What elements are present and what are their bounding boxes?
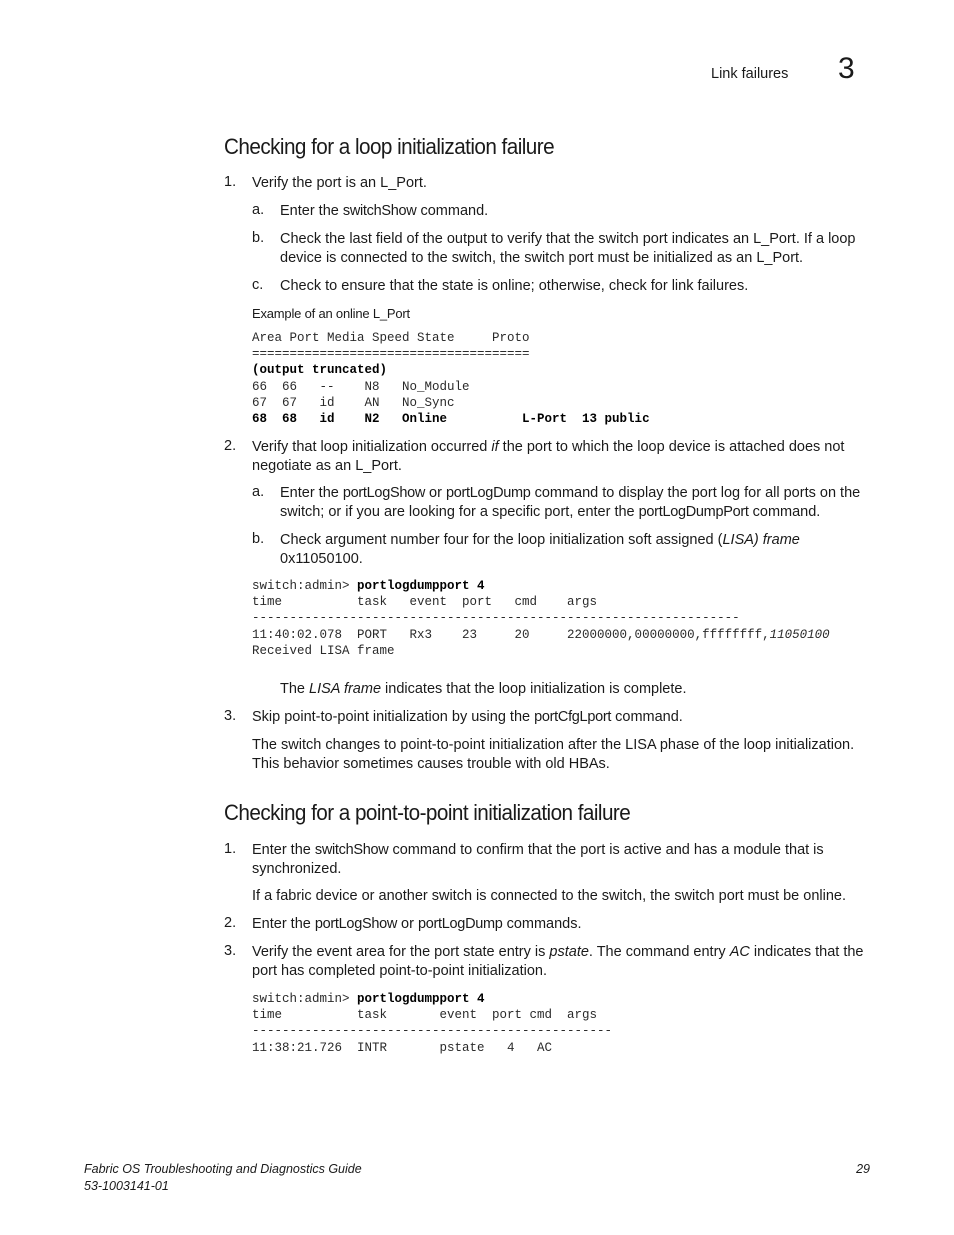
step-number: 2. (224, 438, 237, 454)
command-name: switchShow (342, 203, 417, 219)
substep-a: Enter the portLogShow or portLogDump command to display the port log for all ports on the switch; or if you are looking for a specific port, enter the portLogDumpPort command. (280, 485, 861, 520)
substep-b: Check the last field of the output to verify that the switch port indicates an L_Port. If a loop device is connected to the switch, the switch port must be initialized as an L_Port. (280, 231, 856, 266)
footer-title: Fabric OS Troubleshooting and Diagnostics Guide (84, 1162, 362, 1176)
substep-letter: b. (252, 230, 265, 246)
running-header-section: Link failures (711, 66, 789, 82)
section-heading-loop-init: Checking for a loop initialization failure (224, 134, 555, 159)
substep-a: Enter the switchShow command. (280, 203, 489, 219)
step-number: 2. (224, 915, 237, 931)
substep-letter: c. (252, 277, 264, 293)
section-heading-p2p-init: Checking for a point-to-point initialization failure (224, 800, 631, 825)
substep-c: Check to ensure that the state is online; otherwise, check for link failures. (280, 278, 749, 294)
paragraph: If a fabric device or another switch is connected to the switch, the switch port must be online. (252, 888, 846, 904)
footer-docnum: 53-1003141-01 (84, 1179, 169, 1193)
step-number: 1. (224, 174, 237, 190)
step-number: 3. (224, 943, 237, 959)
step-number: 1. (224, 841, 237, 857)
substep-letter: a. (252, 202, 265, 218)
step-text: Skip point-to-point initialization by using the portCfgLport command. (252, 709, 683, 725)
step-text: Verify the event area for the port state entry is pstate. The command entry AC indicates that the port has completed point-to-point initialization. (252, 944, 864, 979)
paragraph: The switch changes to point-to-point initialization after the LISA phase of the loop initialization. This behavior sometimes causes trouble with old HBAs. (252, 737, 855, 772)
lisa-note: The LISA frame indicates that the loop initialization is complete. (280, 681, 687, 697)
step-text: Enter the portLogShow or portLogDump commands. (252, 916, 582, 932)
code-block-switchshow: Area Port Media Speed State Proto ===================================== (output truncated) 66 66 -- N8 No_Module 67 67 id AN No_Sync 68 68 id N2 Online L-Port 13 public (252, 331, 650, 427)
code-block-portlogdumpport: switch:admin> portlogdumpport 4 time task event port cmd args ----------------------------------------------------------------- 11:40:02.078 PORT Rx3 23 20 22000000,00000000,ffffffff,11050100 Received LISA frame (252, 579, 830, 658)
substep-letter: a. (252, 484, 265, 500)
substep-b: Check argument number four for the loop initialization soft assigned (LISA) frame 0x11050100. (280, 532, 800, 567)
code-block-portlogdumpport-2: switch:admin> portlogdumpport 4 time task event port cmd args ------------------------------------------------ 11:38:21.726 INTR pstate 4 AC (252, 992, 613, 1055)
substep-letter: b. (252, 531, 265, 547)
chapter-number: 3 (838, 52, 855, 85)
example-label: Example of an online L_Port (252, 306, 410, 321)
step-number: 3. (224, 708, 237, 724)
page-number: 29 (856, 1162, 870, 1176)
step-text: Verify the port is an L_Port. (252, 175, 427, 191)
step-text: Enter the switchShow command to confirm that the port is active and has a module that is synchronized. (252, 842, 824, 877)
step-text: Verify that loop initialization occurred if the port to which the loop device is attached does not negotiate as an L_Port. (252, 439, 845, 474)
